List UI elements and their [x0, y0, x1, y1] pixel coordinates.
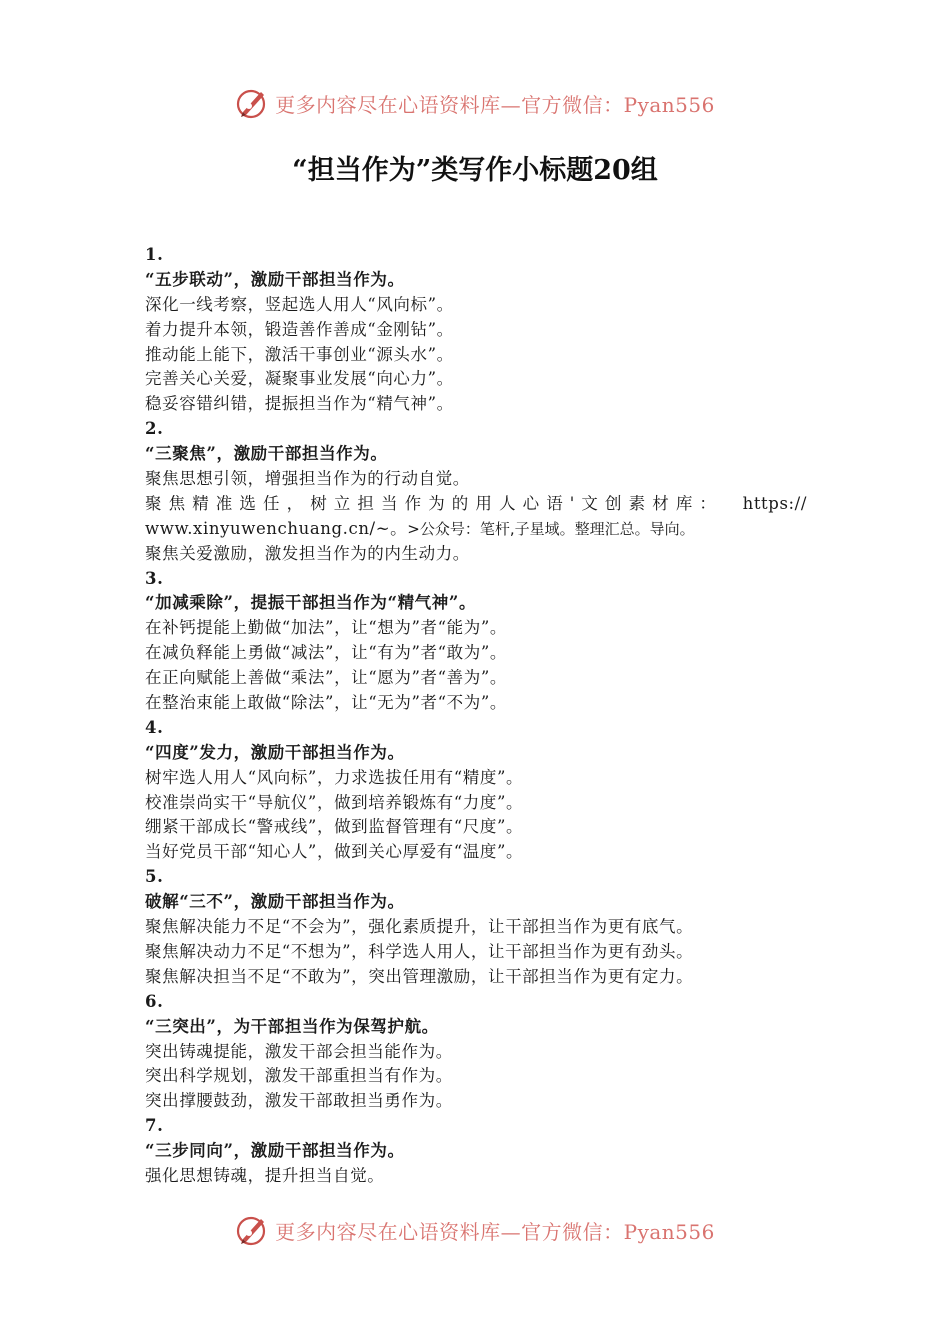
section-line: 树牢选人用人“风向标”，力求选拔任用有“精度”。	[145, 767, 524, 787]
section-line: 稳妥容错纠错，提振担当作为“精气神”。	[145, 394, 454, 414]
url-line	[145, 517, 810, 542]
section-line: 深化一线考察，竖起选人用人“风向标”。	[145, 294, 454, 314]
section-line-text: 聚焦精准选任，树立担当作为的用人心语'文创素材库：	[145, 493, 724, 513]
section-line: 突出撑腰鼓劲，激发干部敢担当勇作为。	[145, 1091, 453, 1111]
section-line: 在减负释能上勇做“减法”，让“有为”者“敢为”。	[145, 643, 508, 663]
section-line: 推动能上能下，激活干事创业“源头水”。	[145, 344, 454, 364]
document-body	[145, 243, 810, 1189]
section-number: 7.	[145, 1116, 164, 1136]
section-number: 3.	[145, 568, 164, 588]
section-line: 当好党员干部“知心人”，做到关心厚爱有“温度”。	[145, 842, 524, 862]
document-title: “担当作为”类写作小标题20组	[292, 155, 658, 186]
banner-text: 更多内容尽在心语资料库—官方微信：Pyan556	[275, 92, 715, 117]
section-line: 聚焦思想引领，增强担当作为的行动自觉。	[145, 469, 470, 489]
section-line: 在正向赋能上善做“乘法”，让“愿为”者“善为”。	[145, 668, 508, 688]
account-note: >公众号：笔杆,子星域。整理汇总。导向。	[407, 519, 695, 538]
section-number: 4.	[145, 717, 164, 737]
section-line: 绷紧干部成长“警戒线”，做到监督管理有“尺度”。	[145, 817, 524, 837]
section-line: 聚焦关爱激励，激发担当作为的内生动力。	[145, 543, 470, 563]
section-heading: 破解“三不”，激励干部担当作为。	[145, 892, 405, 912]
url-fragment: https://	[742, 493, 807, 513]
section-line: 强化思想铸魂，提升担当自觉。	[145, 1165, 385, 1185]
banner-text: 更多内容尽在心语资料库—官方微信：Pyan556	[275, 1219, 715, 1244]
url-text: www.xinyuwenchuang.cn/~。	[145, 518, 408, 538]
section-heading: “五步联动”，激励干部担当作为。	[145, 269, 405, 289]
pen-logo-icon	[235, 1213, 269, 1247]
section-heading: “三突出”，为干部担当作为保驾护航。	[145, 1016, 439, 1036]
banner-inner	[235, 86, 715, 120]
section-heading: “加减乘除”，提振干部担当作为“精气神”。	[145, 593, 477, 613]
section-line: 聚焦解决担当不足“不敢为”，突出管理激励，让干部担当作为更有定力。	[145, 966, 694, 986]
section-heading: “三聚焦”，激励干部担当作为。	[145, 444, 388, 464]
section-heading: “三步同向”，激励干部担当作为。	[145, 1141, 405, 1161]
footer-watermark-banner	[0, 1210, 950, 1250]
section-line: 突出铸魂提能，激发干部会担当能作为。	[145, 1041, 453, 1061]
section-line: 完善关心关爱，凝聚事业发展“向心力”。	[145, 369, 454, 389]
section-line: 聚焦解决动力不足“不想为”，科学选人用人，让干部担当作为更有劲头。	[145, 941, 694, 961]
pen-logo-icon	[235, 86, 269, 120]
section-line: 聚焦解决能力不足“不会为”，强化素质提升，让干部担当作为更有底气。	[145, 917, 694, 937]
section-number: 2.	[145, 419, 164, 439]
section-line-justified	[145, 492, 807, 517]
section-number: 5.	[145, 867, 164, 887]
section-number: 6.	[145, 991, 164, 1011]
header-watermark-banner	[0, 83, 950, 123]
section-line: 在整治束能上敢做“除法”，让“无为”者“不为”。	[145, 693, 508, 713]
section-line: 着力提升本领，锻造善作善成“金刚钻”。	[145, 319, 454, 339]
banner-inner	[235, 1213, 715, 1247]
section-number: 1.	[145, 245, 164, 264]
section-line: 校准崇尚实干“导航仪”，做到培养锻炼有“力度”。	[145, 792, 524, 812]
section-line: 在补钙提能上勤做“加法”，让“想为”者“能为”。	[145, 618, 508, 638]
section-line: 突出科学规划，激发干部重担当有作为。	[145, 1066, 453, 1086]
section-heading: “四度”发力，激励干部担当作为。	[145, 742, 405, 762]
